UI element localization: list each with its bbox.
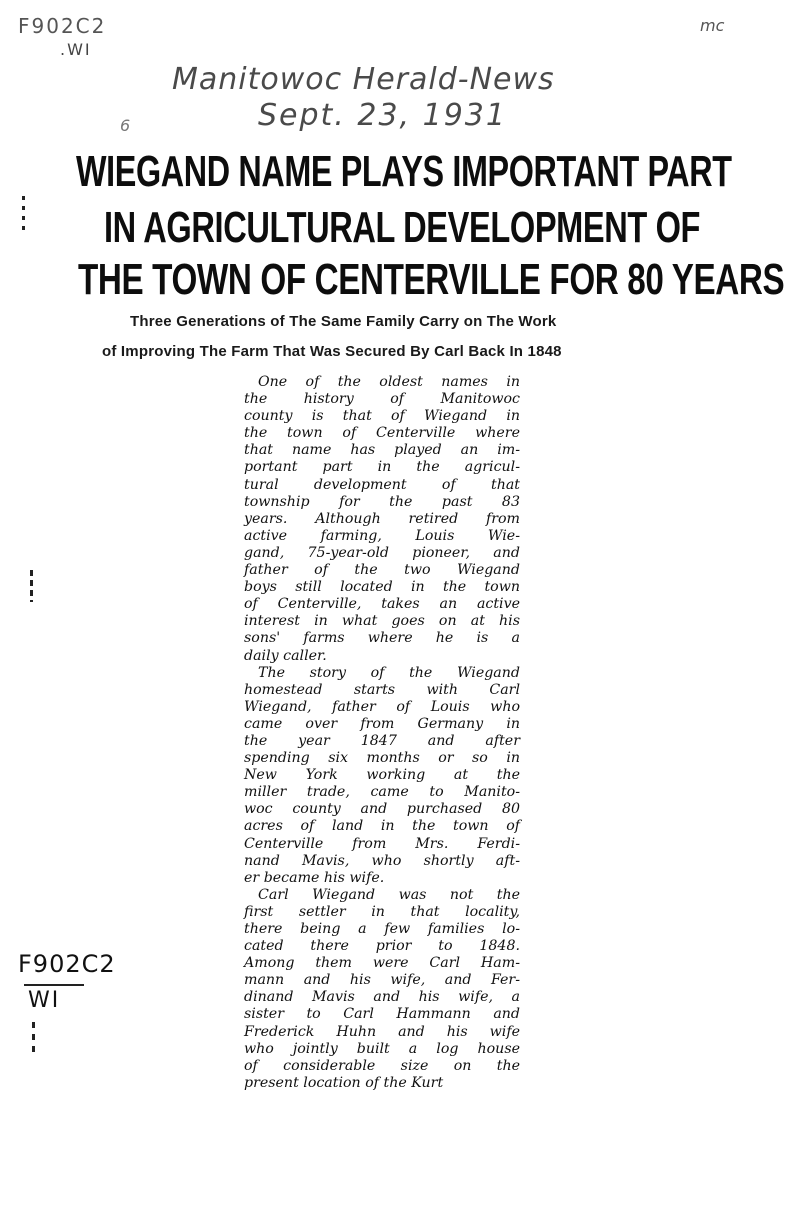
headline-line-2: IN AGRICULTURAL DEVELOPMENT OF xyxy=(104,203,701,252)
source-annotation: Manitowoc Herald-News xyxy=(172,62,555,97)
article-line: of Centerville, takes an active xyxy=(244,596,520,613)
article-line: Among them were Carl Ham- xyxy=(244,955,520,972)
article-line: first settler in that locality, xyxy=(244,903,520,920)
article-line: nand Mavis, who shortly aft- xyxy=(244,852,520,869)
article-line: spending six months or so in xyxy=(244,750,520,767)
article-line: Wiegand, father of Louis who xyxy=(244,698,520,715)
article-line: the history of Manitowoc xyxy=(244,391,520,408)
catalog-code-top: F902C2 xyxy=(18,14,107,38)
article-line: portant part in the agricul- xyxy=(244,459,520,476)
article-line: daily caller. xyxy=(244,647,327,664)
article-line: active farming, Louis Wie- xyxy=(244,527,520,544)
article-line: there being a few families lo- xyxy=(244,921,520,937)
page-number: 6 xyxy=(120,116,131,135)
article-line: the town of Centerville where xyxy=(244,425,520,442)
article-line: that name has played an im- xyxy=(244,442,520,459)
subheadline-line-1: Three Generations of The Same Family Carry on The Work xyxy=(130,313,557,330)
article-line: father of the two Wiegand xyxy=(244,562,520,579)
article-line: county is that of Wiegand in xyxy=(244,408,520,425)
article-column xyxy=(244,374,520,1092)
annotation-underline xyxy=(24,984,84,986)
article-paragraph xyxy=(244,665,520,887)
headline-line-3: THE TOWN OF CENTERVILLE FOR 80 YEARS xyxy=(78,255,785,304)
catalog-code-left: F902C2 xyxy=(18,950,116,978)
article-line: the year 1847 and after xyxy=(244,732,520,749)
article-line: miller trade, came to Manito- xyxy=(244,784,520,801)
margin-marks xyxy=(30,570,33,602)
article-line: Centerville from Mrs. Ferdi- xyxy=(244,835,520,852)
article-line: One of the oldest names in xyxy=(258,374,520,390)
state-code-top: .WI xyxy=(60,40,92,59)
article-line: cated there prior to 1848. xyxy=(244,938,520,955)
article-paragraph xyxy=(244,374,520,665)
article-paragraph xyxy=(244,887,520,1092)
article-line: gand, 75-year-old pioneer, and xyxy=(244,544,520,561)
article-line: interest in what goes on at his xyxy=(244,613,520,630)
state-code-left: WI xyxy=(28,988,61,1013)
article-line: of considerable size on the xyxy=(244,1057,520,1074)
article-line: woc county and purchased 80 xyxy=(244,801,520,818)
article-line: tural development of that xyxy=(244,476,520,493)
article-line: years. Although retired from xyxy=(244,510,520,527)
article-line: mann and his wife, and Fer- xyxy=(244,972,520,989)
date-annotation: Sept. 23, 1931 xyxy=(258,98,507,133)
article-line: Carl Wiegand was not the xyxy=(258,886,520,903)
article-line: er became his wife. xyxy=(244,869,385,886)
article-line: who jointly built a log house xyxy=(244,1040,520,1057)
headline-line-1: WIEGAND NAME PLAYS IMPORTANT PART xyxy=(76,147,732,196)
margin-marks xyxy=(32,1022,35,1058)
article-line: present location of the Kurt xyxy=(244,1074,444,1091)
corner-mark: mc xyxy=(700,16,725,35)
article-line: New York working at the xyxy=(244,767,520,784)
subheadline-line-2: of Improving The Farm That Was Secured By Carl Back In 1848 xyxy=(102,343,562,360)
article-line: came over from Germany in xyxy=(244,715,520,732)
margin-marks xyxy=(22,196,25,232)
article-line: The story of the Wiegand xyxy=(258,664,520,681)
article-line: Frederick Huhn and his wife xyxy=(244,1023,520,1040)
article-line: sister to Carl Hammann and xyxy=(244,1006,520,1023)
article-line: acres of land in the town of xyxy=(244,818,520,835)
article-line: sons' farms where he is a xyxy=(244,630,520,647)
article-line: dinand Mavis and his wife, a xyxy=(244,989,520,1006)
article-line: homestead starts with Carl xyxy=(244,681,520,698)
article-line: boys still located in the town xyxy=(244,579,520,596)
article-line: township for the past 83 xyxy=(244,493,520,510)
